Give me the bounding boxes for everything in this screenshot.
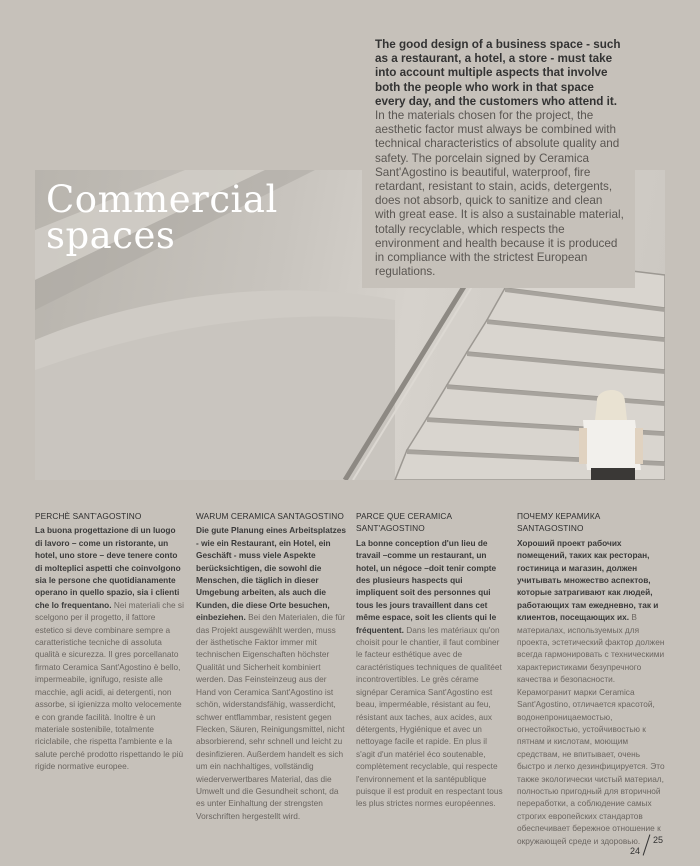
- column-french: [356, 510, 506, 810]
- page-title: [46, 178, 278, 257]
- column-heading: PARCE QUE CERAMICA SANT'AGOSTINO: [356, 511, 452, 534]
- column-italian: [35, 510, 185, 773]
- column-bold-text: Die gute Planung eines Arbeitsplatzes - wie ein Restaurant, ein Hotel, ein Geschäft - muss viele Aspekte berücksichtigen, die sowohl die Menschen, die täglich in dieser Umgebung arbeiten, als auch die Kunden, die diese Orte besuchen, einbeziehen.: [196, 525, 346, 623]
- column-bold-text: La buona progettazione di un luogo di lavoro – come un ristorante, un hotel, uno store – deve tenere conto di molteplici aspetti che coinvolgono sia le persone che quotidianamente operano in quello spazio, sia i clienti che lo frequentano.: [35, 525, 181, 610]
- intro-text: In the materials chosen for the project, the aesthetic factor must always be combined with technical characteristics of absolute quality and safety. The porcelain signed by Ceramica Sant'Agostino is beautiful, waterproof, fire retardant, resistant to stain, acids, detergents, does not absorb, quick to sanitize and clean with great ease. It is also a sustainable material, totally recyclable, which respects the environment and health because it is produced in compliance with the strictest European regulations.: [375, 109, 624, 279]
- page-number-right: 25: [653, 835, 664, 845]
- title-line-2: spaces: [46, 214, 176, 257]
- column-text: Bei den Materialen, die für das Projekt ausgewählt werden, muss der ästhetische Faktor immer mit technischen Eigenschaften höchster Qualität und Sicherheit kombiniert werden. Das Feinsteinzeug aus der Hand von Ceramica Sant'Agostino ist schön, widerstandsfähig, wasserdicht, schwer entflammbar, resistent gegen Flecken, Säuren, Reinigungsmittel, nicht absorbierend, sehr schnell und leicht zu desinfizieren. Außerdem handelt es sich um ein nachhaltiges, vollständig wiederverwertbares Material, das die Umwelt und die Gesundheit schont, da es unter Einhaltung der strengsten Vorschriften hergestellt wird.: [196, 612, 345, 821]
- intro-bold-text: The good design of a business space - such as a restaurant, a hotel, a store - must take into account multiple aspects that involve both the people who work in that space every day, and the customers who attend it.: [375, 38, 621, 108]
- intro-box: [362, 28, 635, 288]
- column-heading: PERCHÈ SANT'AGOSTINO: [35, 511, 142, 521]
- column-russian: [517, 510, 667, 847]
- column-heading: ПОЧЕМУ КЕРАМИКА SANTAGOSTINO: [517, 511, 601, 534]
- column-text: Dans les matériaux qu'on choisit pour le chantier, il faut combiner le facteur esthétique avec de caractéristiques techniques de qualitéet incontrovertibles. Le grès cérame signépar Ceramica Sant'Agostino est beau, imperméable, résistant au feu, résistant aux taches, aux acides, aux détergents, Hygiénique et avec un nettoyage facile et rapide. En plus il s'agit d'un matériel éco soutenable, complètement recyclable, qui respecte l'environnement et la santépublique puisque il est produit en respectant tous les plus strictes normes européennes.: [356, 624, 503, 809]
- column-text: Nei materiali che si scelgono per il progetto, il fattore estetico si deve combinare sempre a caratteristiche tecniche di assoluta qualità e sicurezza. Il gres porcellanato firmato Ceramica Sant'Agostino è bello, impermeabile, ignifugo, resiste alle macchie, agli acidi, ai detergenti, non assorbe, si igienizza molto velocemente e con grande facilità. Inoltre è un materiale sostenibile, totalmente riciclabile, che rispetta l'ambiente e la salute perché prodotto rispettando le più rigide normative europee.: [35, 599, 184, 772]
- column-bold-text: La bonne conception d'un lieu de travail –comme un restaurant, un hotel, un négoce –doit tenir compte des plusieurs haspects qui impliquent soit des personnes qui tous les jours travaillent dans cet même espace, soit les clients qui le fréquentent.: [356, 537, 497, 635]
- intro-paragraph: [375, 38, 625, 279]
- column-text: В материалах, используемых для проекта, эстетический фактор должен всегда гармонировать с техническими характеристиками безупречного качества и безопасности. Керамогранит марки Ceramica Sant'Agostino, отличается красотой, водонепроницаемостью, огнестойкостью, устойчивостью к пятнам и кислотам, моющим средствам, не впитывает, очень быстро и легко дезинфицируется. Это также экологически чистый материал, полностью пригодный для вторичной переработки, а соблюдение самых строгих европейских стандартов обеспечивает бережное отношение к окружающей среде и здоровью.: [517, 612, 665, 846]
- column-bold-text: Хороший проект рабочих помещений, таких как ресторан, гостиница и магазин, должен учитывать множество аспектов, которые затрагивают как людей, работающих там ежедневно, так и клиентов, посещающих их.: [517, 537, 659, 623]
- page-number-left: 24: [630, 846, 641, 856]
- title-line-1: Commercial: [46, 178, 278, 221]
- column-heading: WARUM CERAMICA SANTAGOSTINO: [196, 511, 344, 521]
- column-german: [196, 510, 346, 822]
